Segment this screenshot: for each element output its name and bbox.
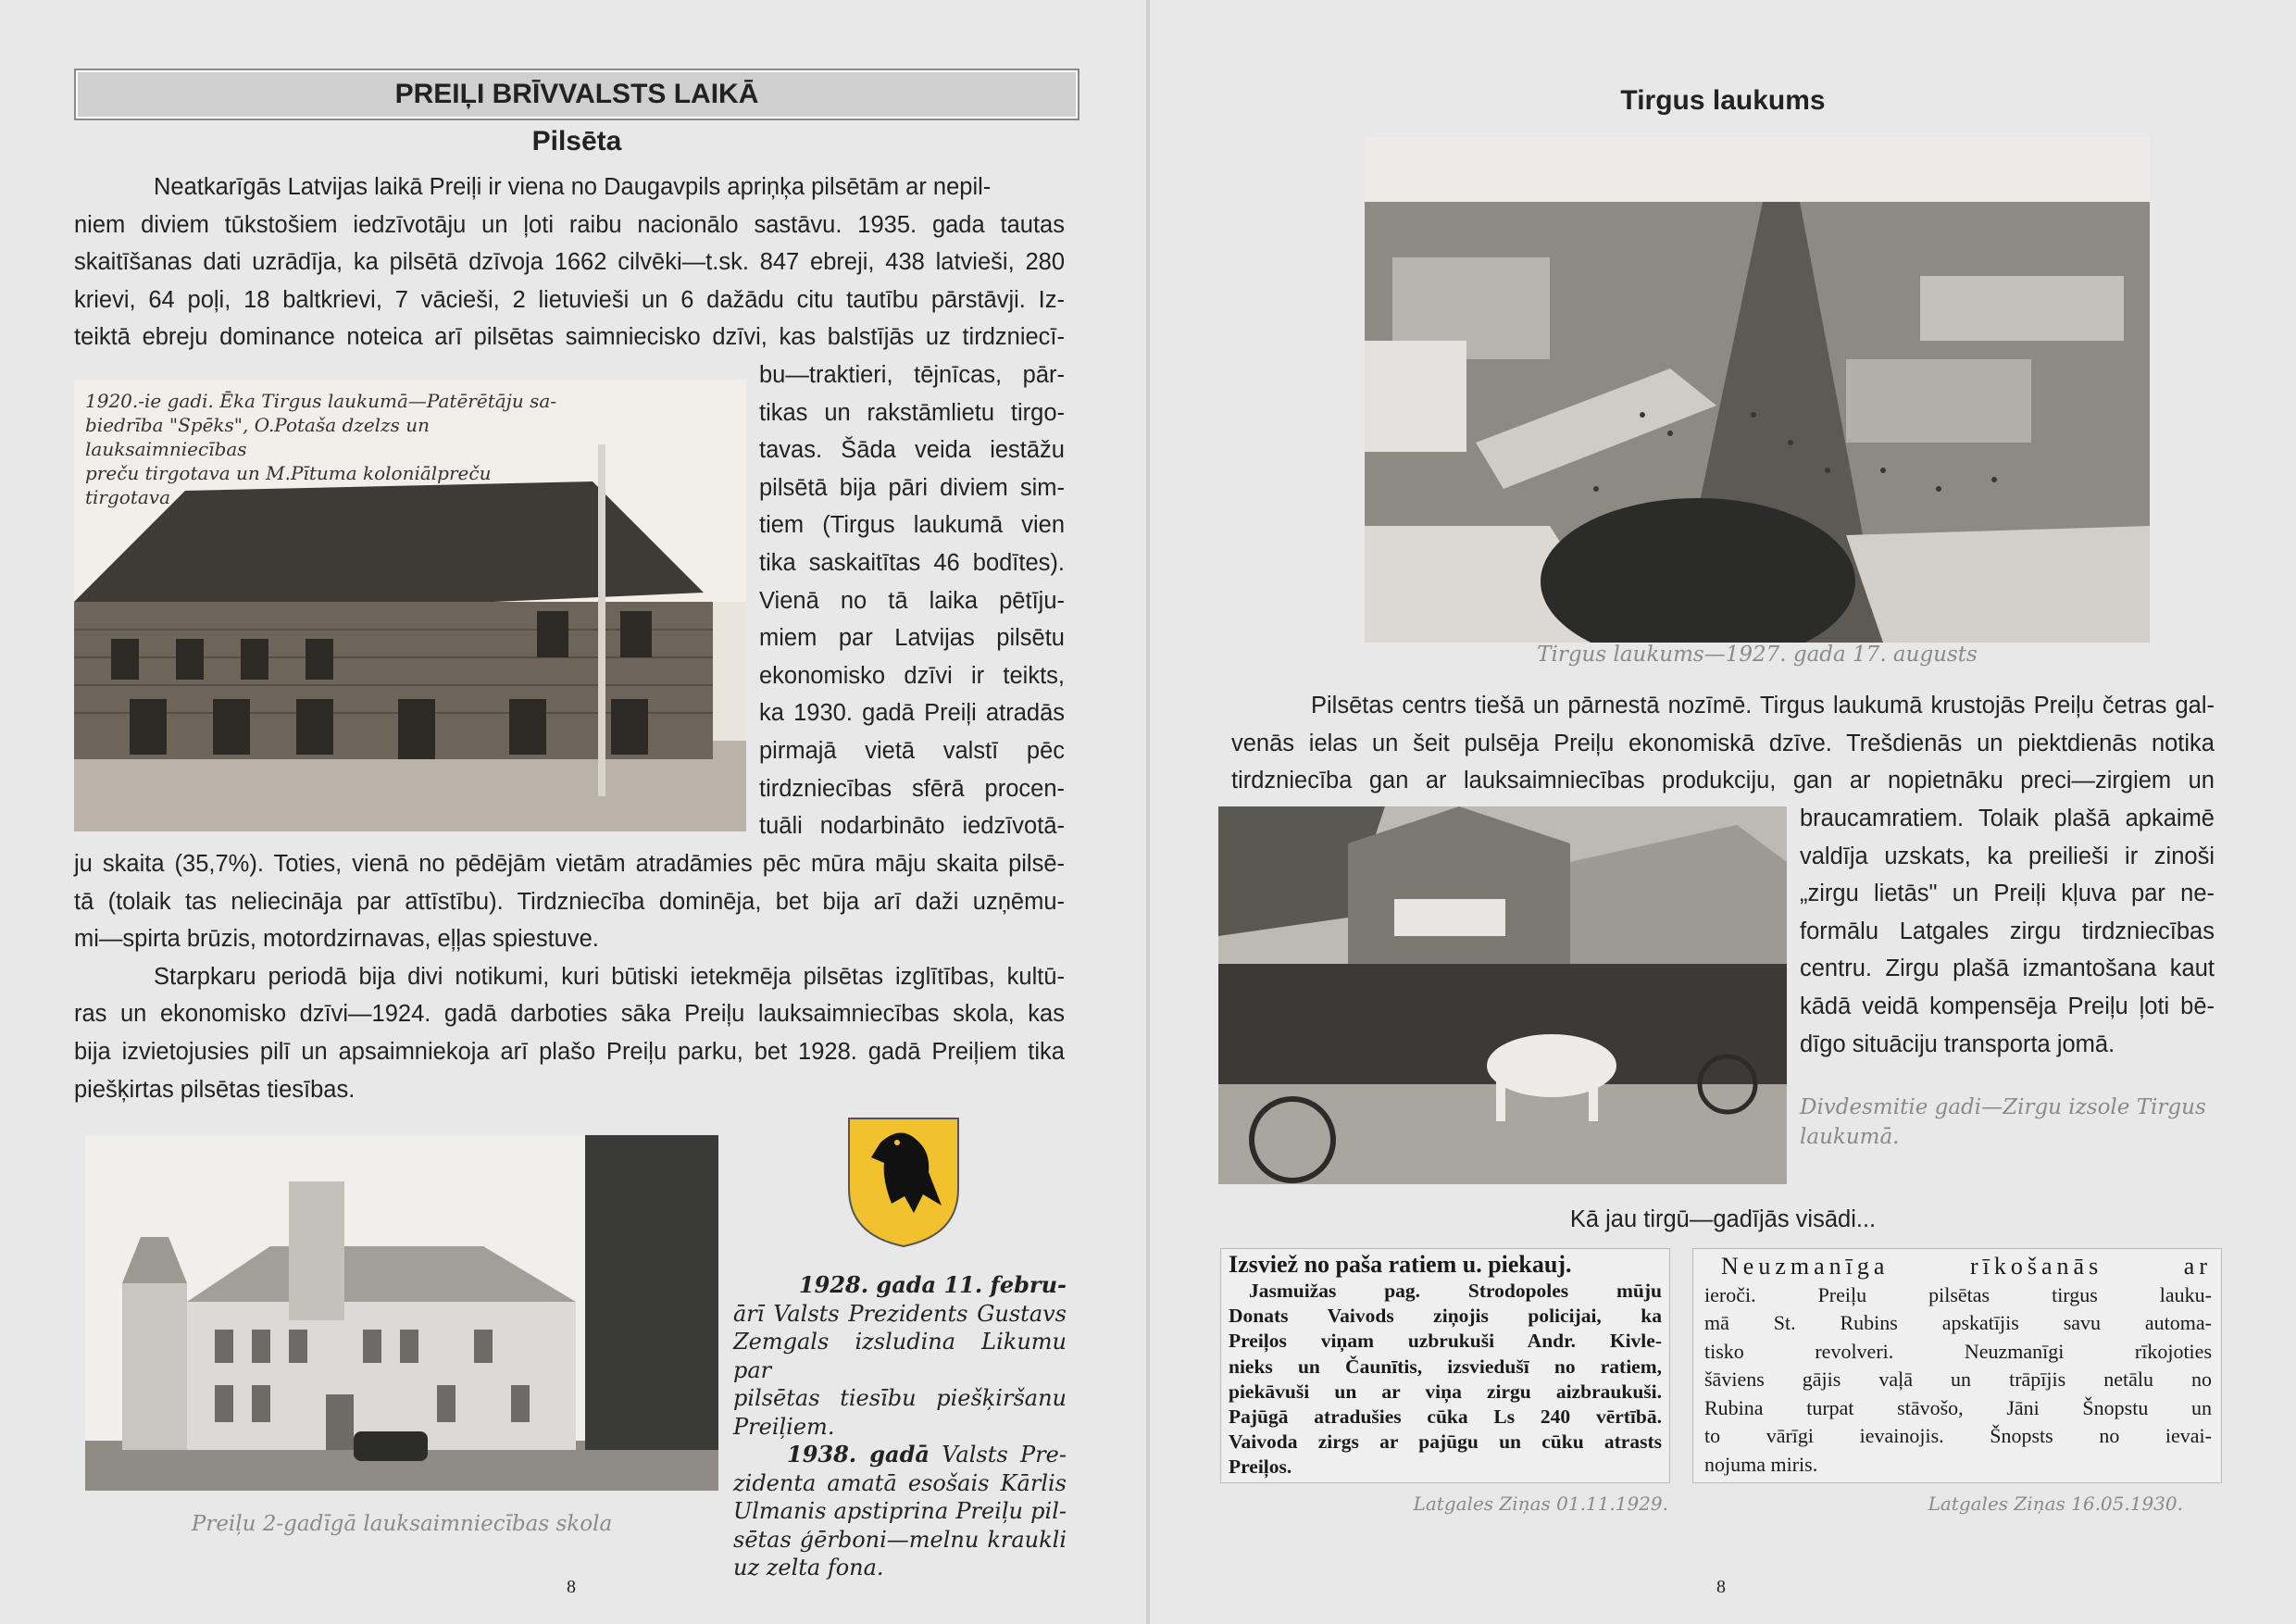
left-page — [0, 0, 1146, 1624]
manor-school-photo — [85, 1135, 718, 1491]
caption-line: biedrība "Spēks", O.Potaša dzelzs un lauksaimniecības — [85, 414, 430, 460]
horse-auction-photo — [1218, 806, 1787, 1184]
page-number: 8 — [1716, 1577, 1726, 1597]
paragraph-1-bottom — [74, 845, 1065, 1108]
text-line: tiem (Tirgus laukumā vien — [759, 512, 1065, 539]
text-line: Neatkarīgās Latvijas laikā Preiļi ir viena no Daugavpils apriņķa pilsētām ar nepil- — [154, 174, 992, 200]
clip-line: Jasmuižas pag. Strodopoles mūju — [1249, 1280, 1662, 1302]
text-line: tuāli nodarbināto iedzīvotā- — [759, 813, 1065, 840]
newspaper-clipping-1 — [1220, 1248, 1670, 1483]
clipping-body — [1693, 1249, 2221, 1479]
text-line: miem par Latvijas pilsētu — [759, 625, 1065, 652]
note-date: 1928. gada 11. febru- — [798, 1271, 1067, 1298]
text-line: Vienā no tā laika pētīju- — [759, 587, 1065, 614]
note-text: Valsts Pre- — [942, 1442, 1067, 1468]
note-line: zidenta amatā esošais Kārlis — [733, 1469, 1067, 1496]
text-line: venās ielas un šeit pulsēja Preiļu ekonomiskā dzīve. Trešdienās un piektdienās notika — [1231, 730, 2215, 756]
text-line: krievi, 64 poļi, 18 baltkrievi, 7 vācieši, 2 lietuvieši un 6 dažādu citu tautību pārstāvji. Iz- — [74, 286, 1065, 313]
clip-line: nojuma miris. — [1704, 1452, 1818, 1476]
note-line: Preiļiem. — [733, 1413, 835, 1440]
clip-line: Neuzmanīga rīkošanās ar — [1721, 1253, 2212, 1280]
text-line: bu—traktieri, tējnīcas, pār- — [759, 362, 1065, 388]
text-line: tikas un rakstāmlietu tirgo- — [759, 399, 1065, 426]
clip-line: Preiļos viņam uzbrukuši Andr. Kivle- — [1229, 1330, 1662, 1353]
clip-line: Pajūgā atradušies cūka Ls 240 vērtībā. — [1229, 1405, 1662, 1429]
note-date: 1938. gadā — [787, 1441, 930, 1468]
note-line: Ulmanis apstiprina Preiļu pil- — [733, 1498, 1067, 1524]
text-line: niem diviem tūkstošiem iedzīvotāju un ļoti raibu nacionālo sastāvu. 1935. gada tautas — [74, 211, 1065, 238]
note-line — [733, 1441, 1067, 1469]
newspaper-clipping-2 — [1692, 1248, 2222, 1483]
market-square-photo — [1365, 137, 2150, 643]
text-line: tā (tolaik tas neliecināja par attīstību). Tirdzniecība dominēja, bet bija arī daži uzņēmu- — [74, 888, 1065, 915]
caption-line: 1920.-ie gadi. Ēka Tirgus laukumā—Patērētāju sa- — [85, 390, 557, 412]
clip-line: nieks un Čaunītis, izsviedušī no ratiem, — [1229, 1355, 1662, 1378]
caption-line: Divdesmitie gadi—Zirgu izsole Tirgus — [1800, 1095, 2206, 1119]
note-line: pilsētas tiesību piešķiršanu — [733, 1385, 1067, 1411]
clip-line: to vārīgi ievainojis. Šnopsts no ievai- — [1704, 1424, 2212, 1447]
building-photo-caption — [85, 389, 567, 509]
clip-line: Rubina turpat stāvošo, Jāni Šnopstu un — [1704, 1395, 2212, 1419]
text-line: dīgo situāciju transporta jomā. — [1800, 1031, 2115, 1057]
market-anecdote-intro: Kā jau tirgū—gadījās visādi... — [1569, 1206, 1877, 1232]
clipping-2-source: Latgales Ziņas 16.05.1930. — [1928, 1493, 2183, 1515]
text-line: tirdzniecības sfērā procen- — [759, 775, 1065, 802]
note-line: ārī Valsts Prezidents Gustavs — [733, 1300, 1067, 1327]
text-line: tika saskaitītas 46 bodītes). — [759, 549, 1065, 576]
text-line: „zirgu lietās" un Preiļi kļuva par ne- — [1800, 881, 2215, 907]
manor-school-caption: Preiļu 2-gadīgā lauksaimniecības skola — [191, 1512, 613, 1536]
text-line: Starpkaru periodā bija divi notikumi, kuri būtiski ietekmēja pilsētas izglītības, kultū- — [154, 963, 1065, 990]
market-paragraph-narrow — [1800, 800, 2215, 1063]
clip-line: Donats Vaivods ziņojis policijai, ka — [1229, 1305, 1662, 1328]
text-line: teiktā ebreju dominance noteica arī pilsētas saimniecisko dzīvi, kas balstījās uz tirdzniecī- — [74, 324, 1065, 351]
text-line: piešķirtas pilsētas tiesības. — [74, 1076, 356, 1103]
text-line: mi—spirta brūzis, motordzirnavas, eļļas spiestuve. — [74, 926, 599, 953]
text-line: pirmajā vietā valstī pēc — [759, 737, 1065, 764]
clip-line: Preiļos. — [1229, 1455, 1292, 1479]
text-line: ju skaita (35,7%). Toties, vienā no pēdējām vietām atradāmies pēc mūra māju skaita pilsē- — [74, 851, 1065, 877]
text-line: bija izvietojusies pilī un apsaimniekoja arī plašo Preiļu parku, bet 1928. gadā Preiļiem tika — [74, 1038, 1065, 1065]
paragraph-1-top — [74, 169, 1065, 356]
note-line: uz zelta fona. — [733, 1555, 884, 1580]
text-line: ekonomisko dzīvi ir teikts, — [759, 662, 1065, 689]
clip-line: šāviens gājis vaļā un trāpījis netālu no — [1704, 1368, 2212, 1391]
clip-line: piekāvuši un ar viņa zirgu aizbraukuši. — [1229, 1380, 1662, 1403]
caption-line: preču tirgotava un M.Pītuma koloniālpreču tirgotava — [85, 462, 492, 508]
text-line: tirdzniecība gan ar lauksaimniecības produkciju, gan ar nopietnāku preci—zirgiem un — [1231, 768, 2215, 794]
text-line: skaitīšanas dati uzrādīja, ka pilsētā dzīvoja 1662 cilvēki—t.sk. 847 ebreji, 438 latvieši, 280 — [74, 249, 1065, 276]
text-line: braucamratiem. Tolaik plašā apkaimē — [1800, 806, 2215, 831]
clip-line: tisko revolveri. Neuzmanīgi rīkojoties — [1704, 1339, 2212, 1363]
text-line: formālu Latgales zirgu tirdzniecības — [1800, 918, 2215, 944]
text-line: ka 1930. gadā Preiļi atradās — [759, 700, 1065, 727]
text-line: valdīja uzskats, ka preilieši ir zinoši — [1800, 843, 2215, 869]
note-line — [733, 1271, 1067, 1300]
clipping-headline: Izsviež no paša ratiem u. piekauj. — [1229, 1251, 1572, 1278]
clipping-1-source: Latgales Ziņas 01.11.1929. — [1413, 1493, 1668, 1515]
clip-line: mā St. Rubins apskatījis savu automa- — [1704, 1311, 2212, 1334]
note-line: Zemgals izsludina Likumu par — [733, 1329, 1067, 1383]
note-line: sētas ģērboni—melnu kraukli — [733, 1526, 1067, 1553]
page-number: 8 — [567, 1577, 576, 1597]
text-line: ras un ekonomisko dzīvi—1924. gadā darboties sāka Preiļu lauksaimniecības skola, kas — [74, 1001, 1065, 1028]
paragraph-1-narrow — [759, 356, 1065, 845]
coat-of-arms — [845, 1115, 962, 1250]
chapter-banner: PREIĻI BRĪVVALSTS LAIKĀ — [74, 69, 1079, 120]
market-square-caption: Tirgus laukums—1927. gada 17. augusts — [1537, 643, 1978, 667]
charter-note — [733, 1271, 1067, 1582]
market-paragraph-top — [1231, 687, 2215, 800]
text-line: kādā veidā kompensēja Preiļu ļoti bē- — [1800, 993, 2215, 1019]
section-title: Tirgus laukums — [1620, 85, 1826, 116]
caption-line: laukumā. — [1800, 1125, 1900, 1149]
text-line: centru. Zirgu plašā izmantošana kaut — [1800, 956, 2215, 982]
text-line: tavas. Šāda veida iestāžu — [759, 437, 1065, 464]
clipping-body — [1221, 1279, 1669, 1480]
text-line: Pilsētas centrs tiešā un pārnestā nozīmē. Tirgus laukumā krustojās Preiļu četras gal- — [1311, 693, 2215, 718]
horse-auction-caption — [1800, 1093, 2215, 1152]
text-line: pilsētā bija pāri diviem sim- — [759, 474, 1065, 501]
clip-line: Vaivoda zirgs ar pajūgu un cūku atrasts — [1229, 1430, 1662, 1454]
section-title: Pilsēta — [531, 126, 622, 156]
right-page — [1150, 0, 2296, 1624]
clip-line: ieroči. Preiļu pilsētas tirgus lauku- — [1704, 1282, 2212, 1306]
